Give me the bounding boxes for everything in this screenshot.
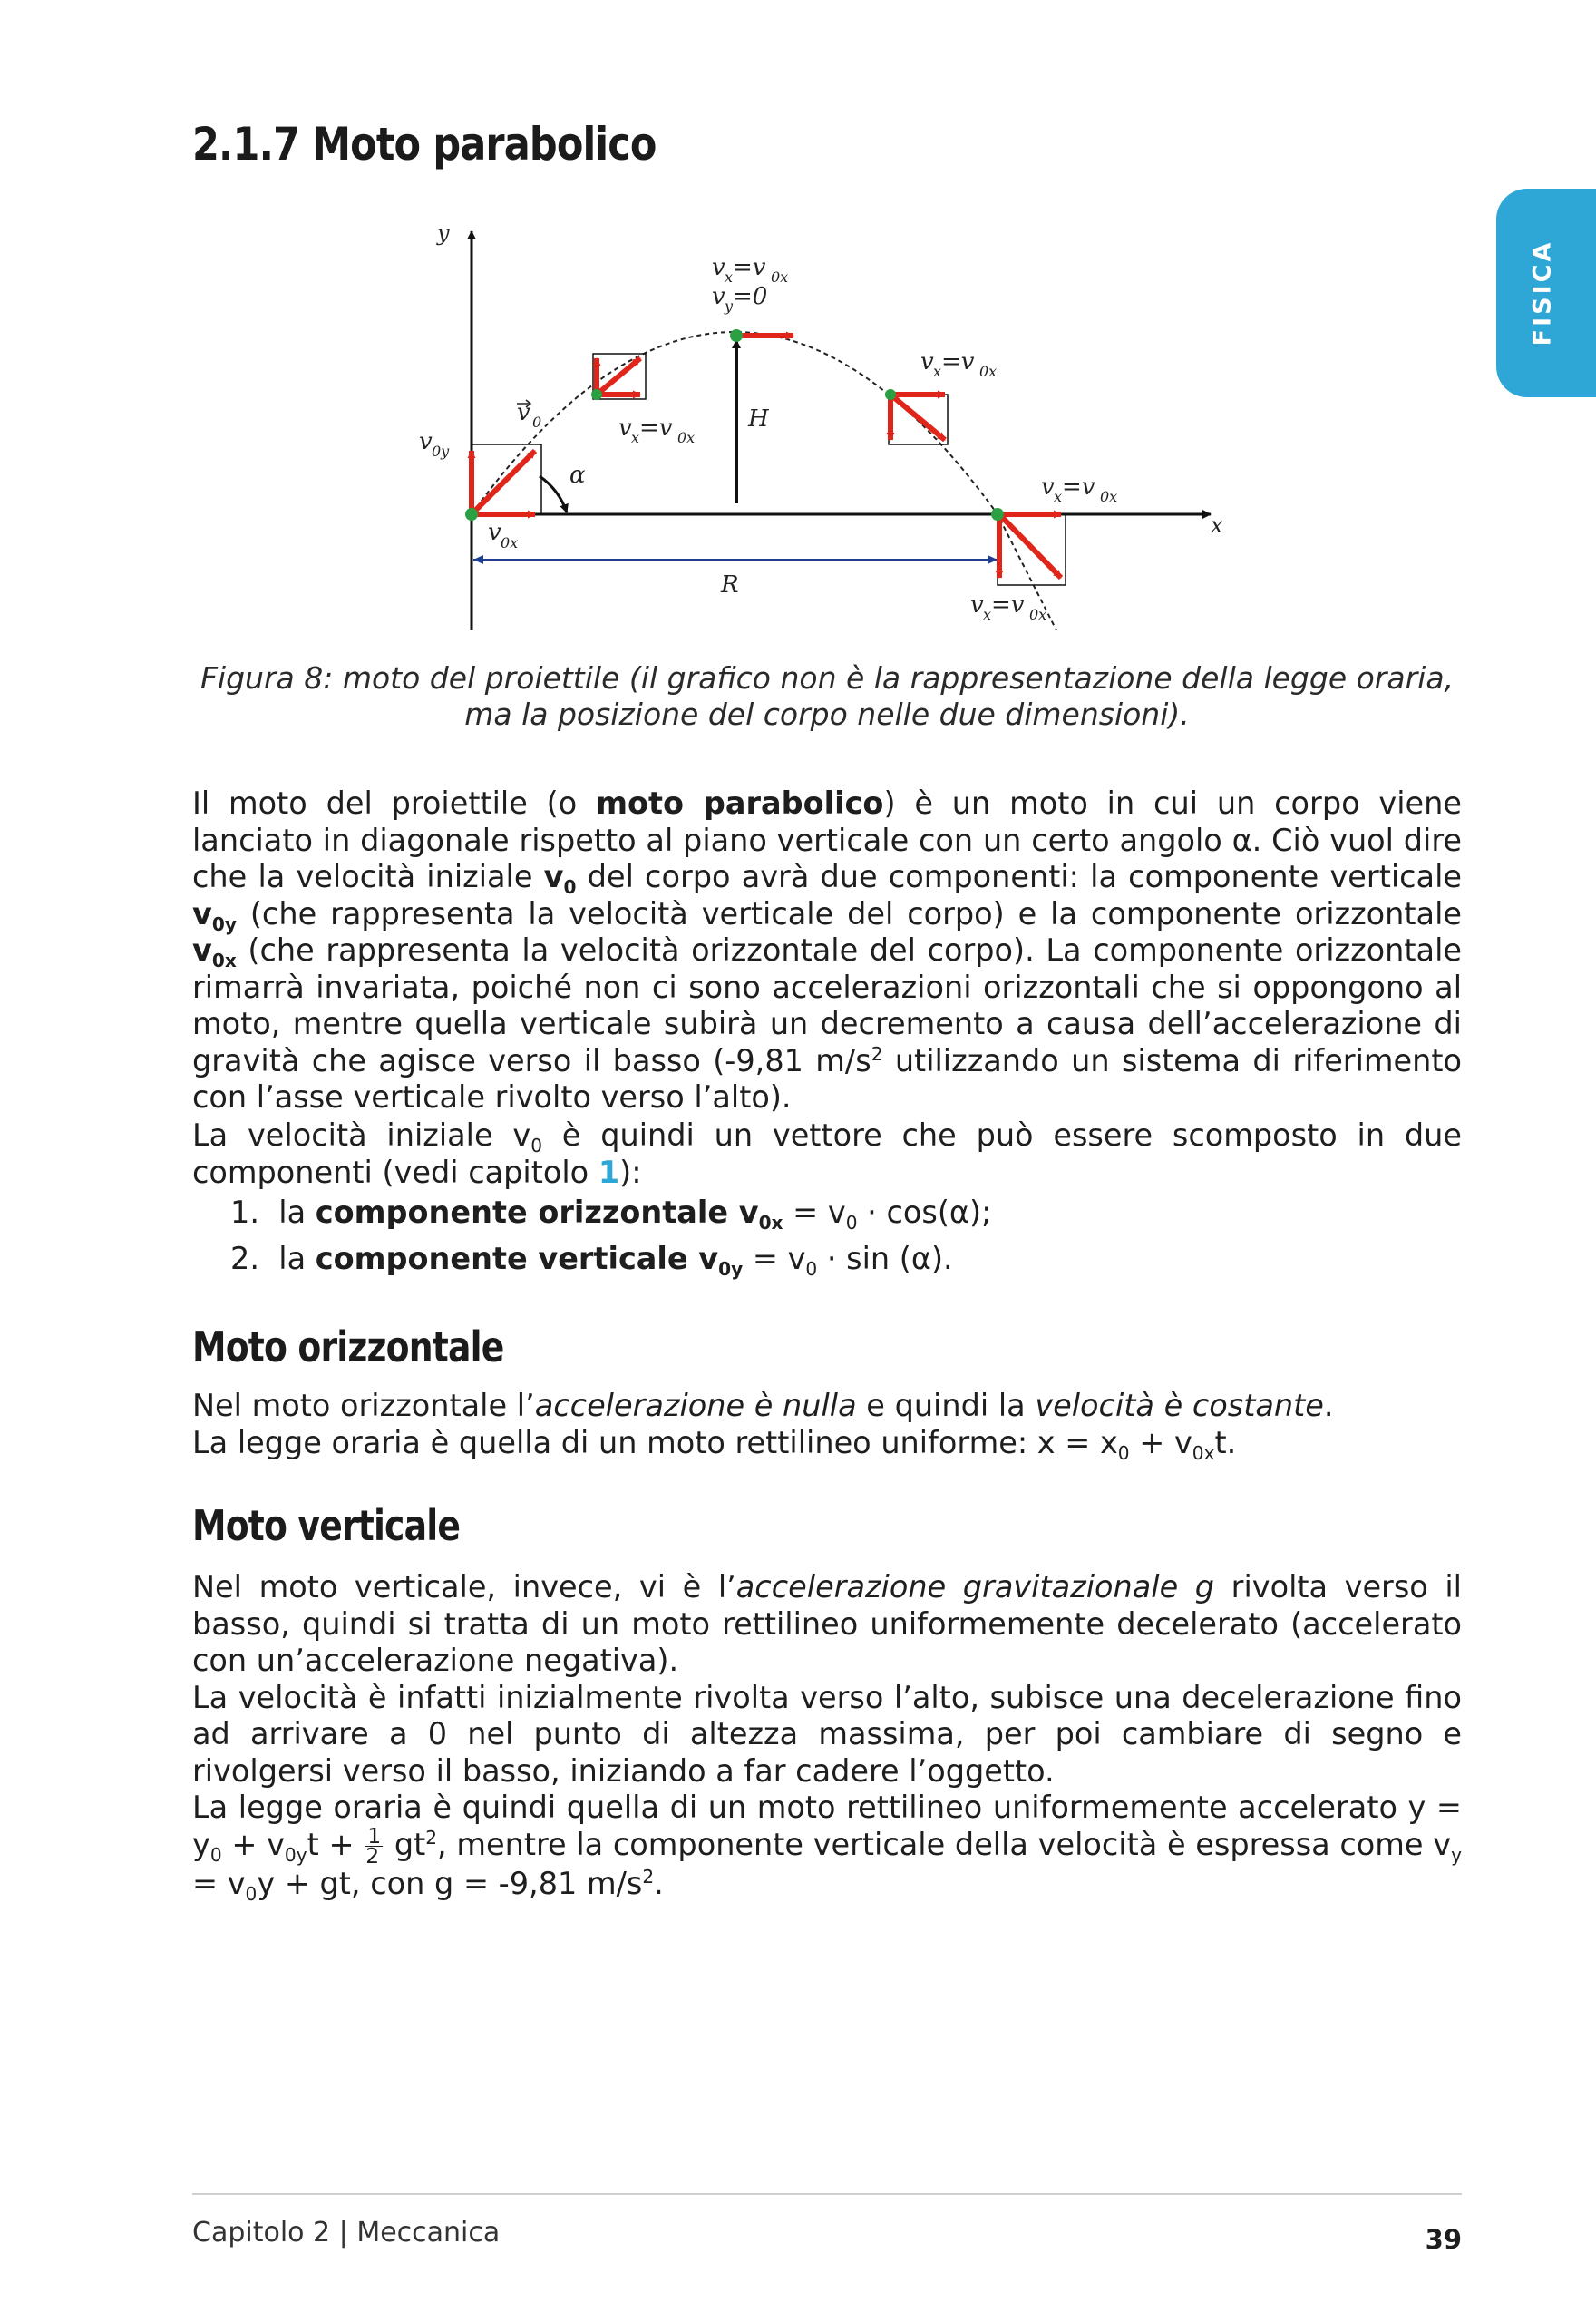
height-label: H [748, 405, 769, 433]
label-vx-rising [618, 415, 695, 446]
section-title: 2.1.7 Moto parabolico [192, 118, 657, 171]
label-vx-falling [920, 348, 997, 380]
svg-text:=0: =0 [733, 283, 768, 310]
svg-text:v: v [920, 348, 934, 376]
orizzontale-paragraph: Nel moto orizzontale l’accelerazione è nulla e quindi la velocità è costante. La legge oraria è quella di un moto rettilineo uniforme: $x = x_0 + v_{0x}t$. [192, 1388, 1334, 1464]
svg-text:y: y [725, 298, 734, 315]
intro-paragraph: Il moto del proiettile (o moto parabolico) è un moto in cui un corpo viene lanciato in diagonale rispetto al piano verticale con un certo angolo α. Ciò vuol dire che la velocità iniziale $v_0$ del corpo avrà due componenti: la componente verticale $v_{0y}$ (che rappresenta la velocità verticale del corpo) e la componente orizzontale $v_{0x}$ (che rappresenta la velocità orizzontale del corpo). La componente orizzontale rimarrà invariata, poiché non ci sono accelerazioni orizzontali che si oppongono al moto, mentre quella verticale subirà un decremento a causa dell’accelerazione di gravità che agisce verso il basso (-9,81 $m/s^2$ utilizzando un sistema di riferimento con l’asse verticale rivolto verso l’alto). [192, 785, 1462, 1115]
figure-caption [192, 660, 1462, 733]
heading-moto-orizzontale: Moto orizzontale [192, 1322, 504, 1371]
svg-text:=v: =v [991, 591, 1025, 619]
svg-text:x: x [631, 429, 640, 446]
label-v0 [517, 399, 541, 431]
svg-text:v: v [618, 415, 632, 442]
y-axis-label: y [437, 220, 450, 246]
side-tab [1496, 189, 1596, 397]
projectile-figure [381, 213, 1251, 639]
page-number: 39 [1425, 2224, 1462, 2255]
svg-text:0: 0 [532, 414, 542, 431]
rising-point [591, 389, 602, 400]
svg-text:0x: 0x [979, 363, 998, 380]
trajectory [472, 332, 1056, 630]
heading-moto-verticale: Moto verticale [192, 1501, 461, 1550]
verticale-paragraph: Nel moto verticale, invece, vi è l’accelerazione gravitazionale g rivolta verso il basso, quindi si tratta di un moto rettilineo uniformemente decelerato (accelerato con un’accelerazione negativa). La velocità è infatti inizialmente rivolta verso l’alto, subisce una decelerazione fino ad arrivare a 0 nel punto di altezza massima, per poi cambiare di segno e rivolgersi verso il basso, iniziando a far cadere l’oggetto. La legge oraria è quindi quella di un moto rettilineo uniformemente accelerato $y = y_0 + v_{0y}t$ + $\frac{1}{2}$ $gt^2$, mentre la componente verticale della velocità è espressa come $v_y = v_0y$ + gt, con g = -9,81 $m/s^2$. [192, 1569, 1462, 1905]
footer-chapter: Capitolo 2 | Meccanica [192, 2217, 501, 2249]
fraction-one-half: $\frac{1}{2}$ [365, 1822, 382, 1868]
label-vx-landing-top [1041, 473, 1117, 505]
svg-text:0x: 0x [1029, 606, 1047, 623]
svg-text:0x: 0x [1100, 488, 1118, 505]
label-alpha: α [569, 462, 586, 489]
svg-text:v: v [1041, 473, 1055, 501]
x-axis-label: x [1211, 512, 1223, 538]
svg-text:=v: =v [639, 415, 673, 442]
svg-text:=v: =v [733, 254, 766, 281]
falling-point [885, 389, 896, 400]
svg-text:=v: =v [941, 348, 975, 376]
svg-text:x: x [983, 606, 992, 623]
svg-text:v: v [488, 519, 501, 546]
components-list [192, 1195, 1462, 1280]
svg-text:x: x [933, 363, 942, 380]
svg-text:v: v [419, 428, 433, 455]
landing-point [991, 508, 1004, 521]
svg-text:v: v [970, 591, 984, 619]
label-top [712, 254, 788, 315]
decomposition-paragraph: La velocità iniziale $v_0$ è quindi un vettore che può essere scomposto in due componenti (vedi capitolo 1): 1. la componente orizzontale $v_{0x} = v_0 \cdot \cos(\alpha)$; 2. la componente verticale $v_{0y} = v_0 \cdot \sin (\alpha)$. [192, 1117, 1462, 1280]
list-item: 2. la componente verticale $v_{0y} = v_0 \cdot \sin (\alpha)$. [230, 1240, 953, 1280]
label-vx-landing-bottom [970, 591, 1046, 623]
caption-line-2: ma la posizione del corpo nelle due dimensioni). [464, 697, 1190, 732]
footer-divider [192, 2193, 1462, 2195]
falling-vectors [889, 395, 948, 444]
svg-text:0x: 0x [501, 534, 519, 551]
svg-text:0x: 0x [771, 268, 789, 286]
caption-line-1: Figura 8: moto del proiettile (il grafico non è la rappresentazione della legge oraria, [200, 660, 1455, 696]
svg-text:0x: 0x [677, 429, 696, 446]
top-point [730, 329, 743, 342]
side-tab-label: FISICA [1528, 239, 1557, 346]
list-item: 1. la componente orizzontale $v_{0x} = v_0 \cdot \cos(\alpha)$; [230, 1195, 992, 1234]
svg-text:v: v [712, 254, 725, 281]
chapter-ref-link[interactable]: 1 [598, 1154, 620, 1190]
label-v0y [419, 428, 450, 460]
svg-text:v: v [712, 283, 725, 310]
label-v0x [488, 519, 518, 551]
svg-text:v: v [517, 399, 530, 426]
range-label: R [721, 571, 739, 599]
svg-text:x: x [1054, 488, 1063, 505]
landing-vectors [998, 514, 1066, 585]
svg-text:x: x [725, 268, 734, 286]
svg-text:=v: =v [1062, 473, 1095, 501]
svg-text:0y: 0y [432, 443, 450, 460]
start-point [465, 508, 478, 521]
